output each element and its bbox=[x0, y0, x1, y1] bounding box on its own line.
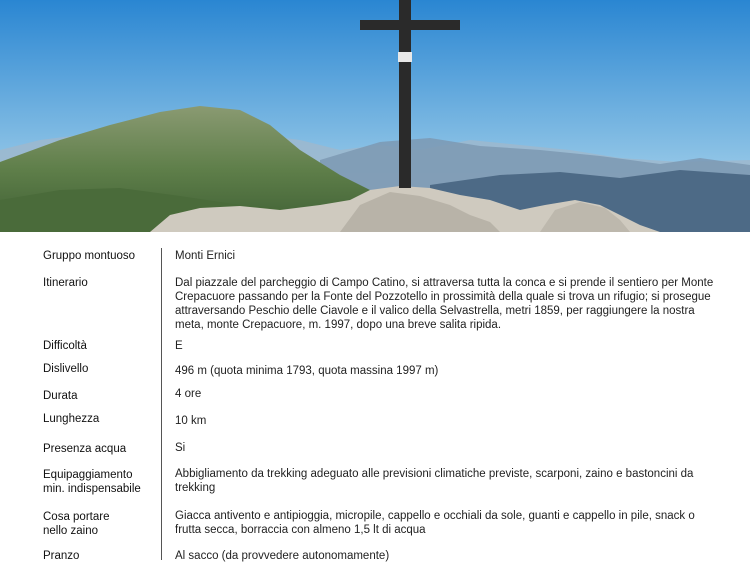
value-cosa-portare: Giacca antivento e antipioggia, micropile, cappello e occhiali da sole, guanti e cappello in pile, snack o frutta secca, borraccia con almeno 1,5 lt di acqua bbox=[175, 510, 695, 536]
label-dislivello: Dislivello bbox=[43, 363, 89, 375]
label-pranzo: Pranzo bbox=[43, 550, 80, 562]
value-dislivello: 496 m (quota minima 1793, quota massina 1997 m) bbox=[175, 365, 439, 377]
hike-details-table bbox=[0, 232, 750, 560]
value-gruppo-montuoso: Monti Ernici bbox=[175, 250, 236, 262]
summit-cross-photo bbox=[0, 0, 750, 232]
value-equipaggiamento: Abbigliamento da trekking adeguato alle previsioni climatiche previste, scarponi, zaino e bastoncini da trekking bbox=[175, 468, 694, 494]
label-durata: Durata bbox=[43, 390, 78, 402]
value-lunghezza: 10 km bbox=[175, 415, 207, 427]
label-lunghezza: Lunghezza bbox=[43, 413, 100, 425]
label-difficolta: Difficoltà bbox=[43, 340, 87, 352]
value-durata: 4 ore bbox=[175, 388, 202, 400]
label-presenza-acqua: Presenza acqua bbox=[43, 443, 127, 455]
value-presenza-acqua: Si bbox=[175, 442, 186, 454]
label-gruppo-montuoso: Gruppo montuoso bbox=[43, 250, 136, 262]
value-itinerario: Dal piazzale del parcheggio di Campo Catino, si attraversa tutta la conca e si prende il sentiero per Monte Crepacuore passando per la Fonte del Pozzotello in prossimità della quale si trova un rifugio; si prosegue attraversando Peschio delle Ciavole e il valico della Selvastrella, metri 1859, per raggiungere la nostra meta, monte Crepacuore, m. 1997, dopo una breve salita ripida. bbox=[175, 277, 714, 331]
value-difficolta: E bbox=[175, 340, 183, 352]
label-equipaggiamento: Equipaggiamento min. indispensabile bbox=[43, 469, 141, 495]
column-divider bbox=[161, 248, 162, 560]
label-cosa-portare: Cosa portare nello zaino bbox=[43, 511, 110, 537]
hero-photo bbox=[0, 0, 750, 232]
value-pranzo: Al sacco (da provvedere autonomamente) bbox=[175, 550, 390, 562]
label-itinerario: Itinerario bbox=[43, 277, 88, 289]
